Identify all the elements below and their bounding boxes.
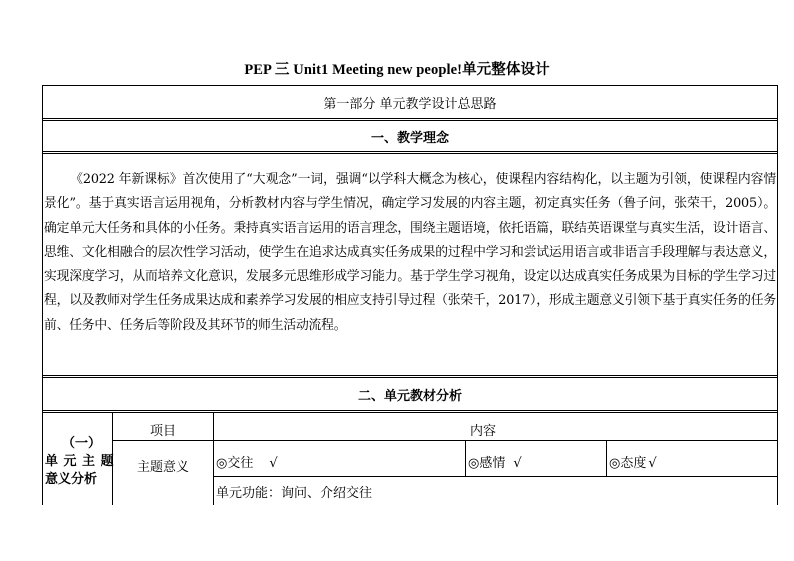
- column-header-content: 内容: [470, 424, 497, 439]
- unit-function-text: 单元功能：询问、介绍交往: [216, 486, 373, 501]
- option-label: ◎感情: [468, 456, 506, 471]
- divider: [42, 375, 778, 378]
- option-emotion: [468, 452, 522, 471]
- check-mark-icon: √: [269, 456, 278, 471]
- part-heading: 第一部分 单元教学设计总思路: [323, 97, 497, 112]
- check-mark-icon: √: [648, 456, 657, 471]
- item-theme-meaning: 主题意义: [137, 460, 190, 475]
- option-label: ◎交往: [216, 456, 254, 471]
- teaching-philosophy-paragraph: [44, 168, 776, 338]
- divider: [42, 118, 778, 121]
- row-label-subtitle: 意义分析: [45, 472, 98, 487]
- option-interaction: [216, 452, 278, 471]
- table-vline: [213, 412, 214, 505]
- row-label-number: （一）: [62, 436, 102, 451]
- document-title: PEP 三 Unit1 Meeting new people!单元整体设计: [244, 62, 550, 78]
- table-hline: [112, 440, 778, 441]
- divider: [42, 151, 778, 154]
- column-header-item: 项目: [150, 424, 177, 439]
- table-vline: [465, 441, 466, 476]
- divider: [42, 410, 778, 413]
- section2-heading: 二、单元教材分析: [357, 389, 462, 404]
- option-attitude: [609, 452, 657, 471]
- section1-heading: 一、教学理念: [370, 131, 449, 146]
- table-vline: [606, 441, 607, 476]
- row-label-title: 单 元 主 题: [45, 454, 115, 469]
- paragraph-text: 《2022 年新课标》首次使用了“大观念”一词，强调“以学科大概念为核心，使课程内容结构化，以主题为引领，使课程内容情景化”。基于真实语言运用视角，分析教材内容与学生情况，确定学习发展的内容主题，初定真实任务（鲁子问，张荣干，2005）。确定单元大任务和具体的小任务。秉持真实语言运用的语言理念，围绕主题语境，依托语篇，联结英语课堂与真实生活，设计语言、思维、文化相融合的层次性学习活动，使学生在追求达成真实任务成果的过程中学习和尝试运用语言或非语言手段理解与表达意义，实现深度学习，从而培养文化意识，发展多元思维形成学习能力。基于学生学习视角，设定以达成真实任务成果为目标的学生学习过程，以及教师对学生任务成果达成和素养学习发展的相应支持引导过程（张荣千，2017），形成主题意义引领下基于真实任务的任务前、任务中、任务后等阶段及其环节的师生活动流程。: [44, 172, 776, 333]
- check-mark-icon: √: [513, 456, 522, 471]
- option-label: ◎态度: [609, 456, 647, 471]
- table-hline: [213, 476, 778, 477]
